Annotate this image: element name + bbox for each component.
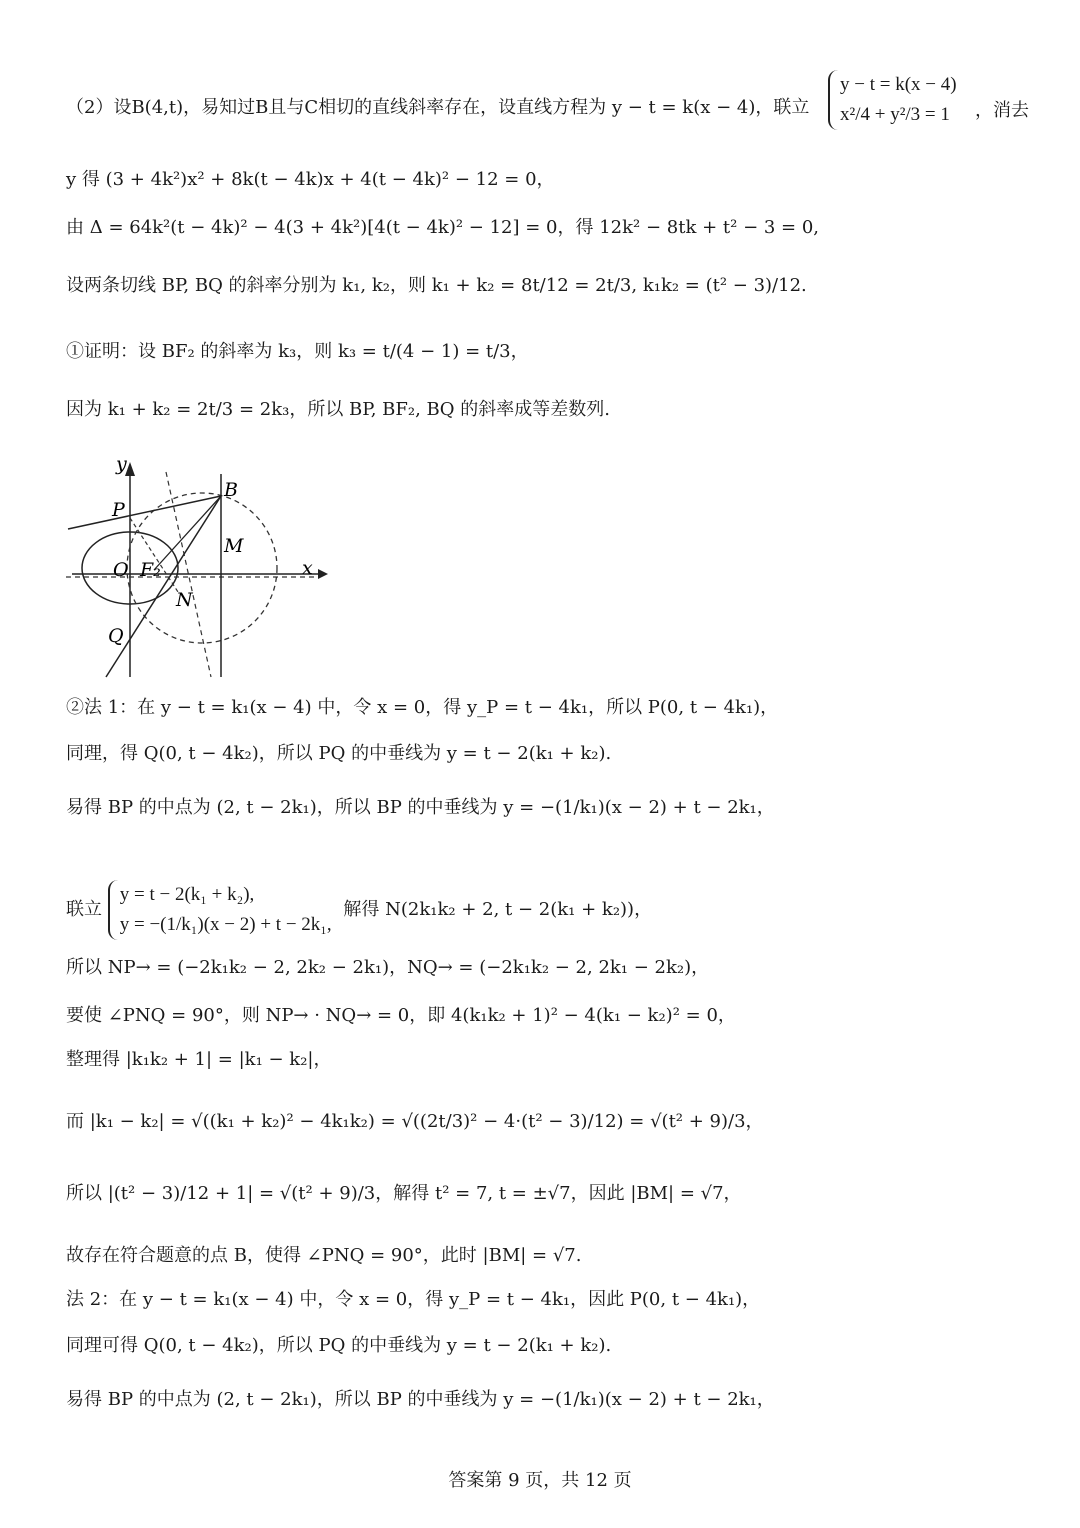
system-row-2: x²/4 + y²/3 = 1 [840, 104, 950, 125]
system-row-2: y = −(1/k₁)(x − 2) + t − 2k₁, [119, 914, 332, 935]
brace-group [828, 70, 963, 130]
text-segment: 解得 N(2k₁k₂ + 2, t − 2(k₁ + k₂))， [343, 899, 653, 920]
line-10 [66, 880, 1040, 940]
line-11: 所以 NP→ = (−2k₁k₂ − 2, 2k₂ − 2k₁)，NQ→ = (−2k₁k₂ − 2, 2k₁ − 2k₂)， [66, 957, 710, 978]
label-m: M [224, 535, 244, 557]
label-x: x [302, 557, 313, 579]
x-axis-arrow-icon [318, 569, 328, 579]
label-q: Q [108, 625, 124, 647]
line-18: 同理可得 Q(0, t − 4k₂)，所以 PQ 的中垂线为 y = t − 2(k₁ + k₂). [66, 1335, 612, 1356]
segment-bf2 [154, 496, 221, 570]
line-12: 要使 ∠PNQ = 90°，则 NP→ · NQ→ = 0，即 4(k₁k₂ + 1)² − 4(k₁ − k₂)² = 0， [66, 1005, 736, 1026]
tangent-bq [106, 496, 221, 677]
line-07: ②法 1：在 y − t = k₁(x − 4) 中，令 x = 0，得 y_P = t − 4k₁，所以 P(0, t − 4k₁)， [66, 697, 779, 718]
line-09: 易得 BP 的中点为 (2, t − 2k₁)，所以 BP 的中垂线为 y = −(1/k₁)(x − 2) + t − 2k₁， [66, 797, 775, 818]
line-14: 而 |k₁ − k₂| = √((k₁ + k₂)² − 4k₁k₂) = √((2t/3)² − 4·(t² − 3)/12) = √(t² + 9)/3， [66, 1111, 764, 1132]
line-05: ①证明：设 BF₂ 的斜率为 k₃，则 k₃ = t/(4 − 1) = t/3， [66, 341, 529, 362]
text-segment: 联立 [66, 899, 102, 920]
equation-system-1 [828, 70, 963, 130]
label-p: P [112, 499, 125, 521]
geometry-figure [66, 452, 336, 682]
line-01-tail: ，消去 [975, 100, 1029, 121]
line-02: y 得 (3 + 4k²)x² + 8k(t − 4k)x + 4(t − 4k)² − 12 = 0， [66, 169, 555, 190]
line-03: 由 Δ = 64k²(t − 4k)² − 4(3 + 4k²)[4(t − 4k)² − 12] = 0，得 12k² − 8tk + t² − 3 = 0, [66, 217, 820, 238]
line-17: 法 2：在 y − t = k₁(x − 4) 中，令 x = 0，得 y_P = t − 4k₁，因此 P(0, t − 4k₁)， [66, 1289, 761, 1310]
tangent-bp [68, 496, 221, 529]
line-19: 易得 BP 的中点为 (2, t − 2k₁)，所以 BP 的中垂线为 y = −(1/k₁)(x − 2) + t − 2k₁， [66, 1389, 775, 1410]
line-16: 故存在符合题意的点 B，使得 ∠PNQ = 90°，此时 |BM| = √7. [66, 1245, 582, 1266]
system-row-1: y = t − 2(k₁ + k₂), [119, 884, 255, 905]
equation-system-2 [108, 880, 338, 940]
label-f2: F₂ [140, 559, 161, 581]
label-o: O [113, 559, 129, 581]
label-y: y [116, 453, 127, 475]
line-04: 设两条切线 BP, BQ 的斜率分别为 k₁, k₂，则 k₁ + k₂ = 8t/12 = 2t/3, k₁k₂ = (t² − 3)/12. [66, 275, 807, 296]
line-06: 因为 k₁ + k₂ = 2t/3 = 2k₃，所以 BP, BF₂, BQ 的斜率成等差数列. [66, 399, 610, 420]
system-row-1: y − t = k(x − 4) [840, 74, 957, 95]
line-13: 整理得 |k₁k₂ + 1| = |k₁ − k₂|， [66, 1049, 332, 1070]
line-15: 所以 |(t² − 3)/12 + 1| = √(t² + 9)/3，解得 t² = 7, t = ±√7，因此 |BM| = √7， [66, 1183, 742, 1204]
page-footer: 答案第 9 页，共 12 页 [448, 1470, 632, 1491]
line-08: 同理，得 Q(0, t − 4k₂)，所以 PQ 的中垂线为 y = t − 2(k₁ + k₂). [66, 743, 612, 764]
label-b: B [224, 479, 238, 501]
text-segment: （2）设B(4,t)，易知过B且与C相切的直线斜率存在，设直线方程为 y − t = k(x − 4)，联立 [66, 97, 810, 118]
label-n: N [176, 589, 193, 611]
